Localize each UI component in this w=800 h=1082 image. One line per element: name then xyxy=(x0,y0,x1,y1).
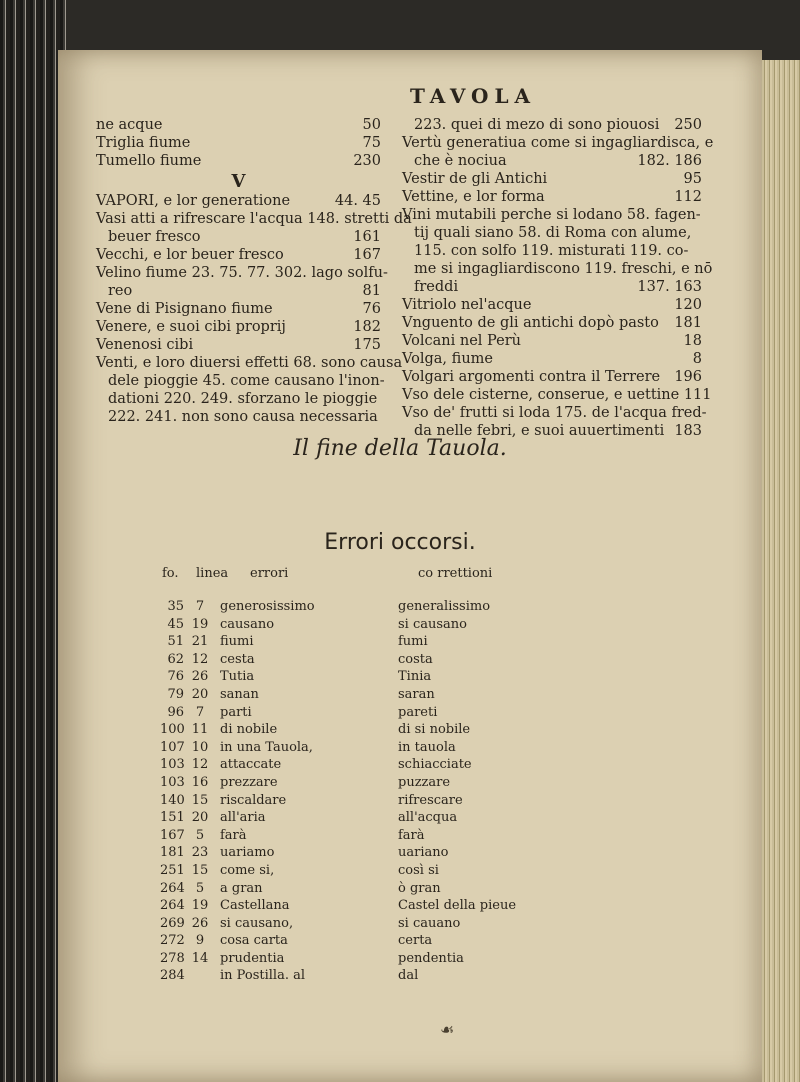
index-entry xyxy=(402,188,702,206)
index-entry-text: da nelle febri, e suoi auuertimenti xyxy=(414,423,665,439)
index-entry-pages: 112 xyxy=(674,189,702,205)
index-entry-text: dele pioggie 45. come causano l'inon- xyxy=(108,373,385,389)
errata-folio: 167 xyxy=(160,827,185,843)
errata-error: cesta xyxy=(220,651,255,667)
index-entry xyxy=(402,368,702,386)
index-entry-pages: 175 xyxy=(353,337,381,353)
errata-folio: 96 xyxy=(167,704,184,720)
errata-correction: fumi xyxy=(398,634,428,650)
section-letter: V xyxy=(231,171,246,192)
index-entry-text: Volga, fiume xyxy=(402,351,493,367)
index-entry-text: Vene di Pisignano fiume xyxy=(96,301,273,317)
errata-line: 20 xyxy=(191,686,209,702)
index-entry xyxy=(402,242,702,260)
index-entry xyxy=(96,264,388,282)
errata-correction: così si xyxy=(398,862,439,878)
index-entry xyxy=(402,386,712,404)
errata-folio: 278 xyxy=(160,950,185,966)
index-entry-text: ne acque xyxy=(96,117,163,133)
errata-line: 12 xyxy=(191,651,209,667)
errata-line: 16 xyxy=(191,774,209,790)
errata-line: 19 xyxy=(191,616,209,632)
index-entry xyxy=(96,116,381,134)
errata-error: a gran xyxy=(220,880,263,896)
errata-line: 7 xyxy=(195,599,205,614)
errata-correction: pareti xyxy=(398,704,438,720)
errata-correction: pendentia xyxy=(398,950,464,966)
errata-error: Tutia xyxy=(220,669,255,685)
errata-folio: 103 xyxy=(160,757,185,773)
index-entry-pages: 75 xyxy=(362,135,381,151)
index-entry-text: 222. 241. non sono causa necessaria xyxy=(108,409,378,425)
index-entry xyxy=(402,152,702,170)
errata-line: 5 xyxy=(195,827,205,843)
index-entry-text: 115. con solfo 119. misturati 119. co- xyxy=(414,243,689,259)
index-entry xyxy=(96,372,385,390)
index-entry xyxy=(96,228,381,246)
page-edges xyxy=(762,60,800,1082)
errata-error: attaccate xyxy=(220,757,282,773)
errata-folio: 264 xyxy=(160,880,185,896)
errata-correction: uariano xyxy=(398,845,449,861)
errata-correction: si cauano xyxy=(398,915,461,931)
index-entry-pages: 76 xyxy=(362,301,381,317)
errata-folio: 79 xyxy=(167,686,184,702)
errata-error: Castellana xyxy=(220,898,290,914)
errata-header-line: linea xyxy=(196,566,229,581)
errata-correction: puzzare xyxy=(398,774,451,790)
errata-folio: 76 xyxy=(167,669,184,685)
errata-error: fiumi xyxy=(220,634,254,650)
errata-line: 9 xyxy=(195,933,205,949)
index-column-left xyxy=(96,116,412,426)
errata-line: 12 xyxy=(191,757,209,773)
errata-error: in una Tauola, xyxy=(220,739,313,755)
errata-title: Errori occorsi. xyxy=(324,530,476,555)
errata-correction: Tinia xyxy=(398,669,432,685)
errata-error: prudentia xyxy=(220,950,285,966)
errata-folio: 45 xyxy=(167,616,184,632)
index-entry-pages: 182 xyxy=(353,319,381,335)
index-entry-text: 223. quei di mezo di sono piouosi xyxy=(414,117,660,133)
errata-header-folio: fo. xyxy=(162,566,179,581)
index-entry-text: dationi 220. 249. sforzano le pioggie xyxy=(108,391,378,407)
errata-folio: 103 xyxy=(160,774,185,790)
index-entry-pages: 182. 186 xyxy=(637,153,702,169)
index-entry-text: me si ingagliardiscono 119. freschi, e nō xyxy=(414,261,713,277)
index-entry xyxy=(96,134,381,152)
errata-correction: all'acqua xyxy=(398,810,458,826)
errata-folio: 284 xyxy=(160,968,185,984)
errata-line: 7 xyxy=(195,704,205,720)
index-entry-text: Tumello fiume xyxy=(96,153,202,169)
index-entry xyxy=(402,278,702,296)
index-entry-pages: 8 xyxy=(692,351,702,367)
index-entry xyxy=(96,318,381,336)
index-entry xyxy=(96,210,412,228)
errata-correction: in tauola xyxy=(398,739,456,755)
errata-folio: 100 xyxy=(160,722,185,738)
index-entry-text: Venti, e loro diuersi effetti 68. sono causa xyxy=(96,355,403,371)
errata-folio: 62 xyxy=(167,651,184,667)
errata-correction: rifrescare xyxy=(398,792,463,808)
index-entry-text: Volgari argomenti contra il Terrere xyxy=(402,369,661,385)
index-entry xyxy=(402,296,702,314)
errata-correction: generalissimo xyxy=(398,599,491,614)
errata-line: 26 xyxy=(191,915,209,931)
index-entry xyxy=(96,390,381,408)
index-entry xyxy=(96,408,381,426)
errata-correction: schiacciate xyxy=(398,757,472,773)
errata-error: all'aria xyxy=(220,810,266,826)
index-entry xyxy=(96,354,403,372)
errata-error: generosissimo xyxy=(220,599,315,614)
page-header: TAVOLA xyxy=(410,84,537,108)
index-entry-text: Vitriolo nel'acque xyxy=(402,297,532,313)
index-entry-text: Vnguento de gli antichi dopò pasto xyxy=(402,315,659,331)
errata-error: farà xyxy=(220,827,247,843)
index-entry-pages: 120 xyxy=(674,297,702,313)
index-entry-text: Triglia fiume xyxy=(96,135,191,151)
errata-folio: 107 xyxy=(160,739,185,755)
end-of-index-line: Il fine della Tauola. xyxy=(293,436,507,461)
index-entry xyxy=(402,134,714,152)
index-entry xyxy=(402,116,702,134)
errata-correction: costa xyxy=(398,651,433,667)
index-entry-text: Vettine, e lor forma xyxy=(402,189,545,205)
errata-error: prezzare xyxy=(220,774,278,790)
index-entry xyxy=(402,170,702,188)
index-entry-text: Venere, e suoi cibi proprij xyxy=(96,319,286,335)
errata-line: 23 xyxy=(191,845,209,861)
index-entry-text: Volcani nel Perù xyxy=(402,333,521,349)
index-entry-text: VAPORI, e lor generatione xyxy=(96,193,291,209)
index-entry-pages: 44. 45 xyxy=(334,193,381,209)
index-entry-text: Vso dele cisterne, conserue, e uettine 111 xyxy=(402,387,712,403)
index-entry xyxy=(96,282,381,300)
index-entry xyxy=(402,224,702,242)
errata-correction: si causano xyxy=(398,616,467,632)
index-entry xyxy=(402,260,713,278)
errata-error: cosa carta xyxy=(220,933,288,949)
index-entry-pages: 250 xyxy=(674,117,702,133)
index-entry xyxy=(402,206,702,224)
errata-error: come si, xyxy=(220,862,275,878)
index-entry-text: Vecchi, e lor beuer fresco xyxy=(96,247,284,263)
index-entry xyxy=(96,152,381,170)
index-entry-pages: 161 xyxy=(353,229,381,245)
errata-correction: dal xyxy=(398,968,419,984)
index-column-right xyxy=(402,116,714,440)
errata-error: parti xyxy=(220,704,252,720)
errata-folio: 251 xyxy=(160,862,185,878)
errata-error: di nobile xyxy=(220,722,278,738)
errata-line: 11 xyxy=(191,722,209,738)
errata-correction: farà xyxy=(398,827,425,843)
errata-line: 20 xyxy=(191,810,209,826)
index-entry-text: Vestir de gli Antichi xyxy=(402,171,548,187)
errata-correction: ò gran xyxy=(398,880,441,896)
errata-error: uariamo xyxy=(220,845,275,861)
errata-folio: 181 xyxy=(160,845,185,861)
errata-header-corrections: co rrettioni xyxy=(418,566,493,581)
errata-line: 5 xyxy=(195,880,205,896)
printer-ornament: ☙ xyxy=(440,1020,455,1039)
errata-error: in Postilla. al xyxy=(220,968,306,984)
index-entry-pages: 230 xyxy=(353,153,381,169)
errata-folio: 35 xyxy=(167,599,184,614)
index-entry-text: beuer fresco xyxy=(108,229,201,245)
index-entry-text: tij quali siano 58. di Roma con alume, xyxy=(414,225,692,241)
errata-correction: certa xyxy=(398,933,433,949)
errata-folio: 272 xyxy=(160,933,185,949)
errata-correction: saran xyxy=(398,686,435,702)
errata-line: 10 xyxy=(191,739,209,755)
index-entry xyxy=(402,314,702,332)
index-entry-text: Vini mutabili perche si lodano 58. fagen- xyxy=(402,207,701,223)
errata-error: causano xyxy=(220,616,275,632)
errata-line: 15 xyxy=(191,862,209,878)
index-entry-pages: 196 xyxy=(674,369,702,385)
index-entry-text: Velino fiume 23. 75. 77. 302. lago solfu- xyxy=(96,265,388,281)
index-entry xyxy=(96,246,381,264)
index-entry-pages: 181 xyxy=(674,315,702,331)
index-entry xyxy=(402,404,707,422)
index-entry-pages: 81 xyxy=(362,283,381,299)
errata-line: 19 xyxy=(191,898,209,914)
index-entry-text: Venenosi cibi xyxy=(96,337,194,353)
index-entry-pages: 50 xyxy=(362,117,381,133)
index-entry xyxy=(96,336,381,354)
errata-line: 26 xyxy=(191,669,209,685)
index-entry xyxy=(402,350,702,368)
errata-correction: Castel della pieue xyxy=(398,898,517,914)
index-entry xyxy=(96,192,381,210)
errata-folio: 269 xyxy=(160,915,185,931)
index-entry-text: reo xyxy=(108,283,133,299)
errata-line: 15 xyxy=(191,792,209,808)
errata-folio: 151 xyxy=(160,810,185,826)
index-entry-pages: 183 xyxy=(674,423,702,439)
index-entry xyxy=(402,332,702,350)
errata-folio: 264 xyxy=(160,898,185,914)
errata-line: 14 xyxy=(191,950,209,966)
index-entry-pages: 137. 163 xyxy=(637,279,702,295)
index-entry-text: freddi xyxy=(414,279,459,295)
index-entry xyxy=(96,300,381,318)
errata-error: si causano, xyxy=(220,915,294,931)
index-entry-pages: 167 xyxy=(353,247,381,263)
errata-folio: 140 xyxy=(160,792,185,808)
errata-error: sanan xyxy=(220,686,259,702)
errata-error: riscaldare xyxy=(220,792,287,808)
errata-folio: 51 xyxy=(167,634,184,650)
index-entry-text: che è nociua xyxy=(414,153,507,169)
errata-header-errors: errori xyxy=(250,566,289,581)
index-entry-text: Vasi atti a rifrescare l'acqua 148. stretti da xyxy=(96,211,412,227)
index-entry-text: Vso de' frutti si loda 175. de l'acqua fred- xyxy=(402,405,707,421)
index-entry-pages: 18 xyxy=(683,333,702,349)
index-entry-pages: 95 xyxy=(683,171,702,187)
errata-correction: di si nobile xyxy=(398,722,471,738)
errata-line: 21 xyxy=(191,634,209,650)
index-entry-text: Vertù generatiua come si ingagliardisca, e xyxy=(402,135,714,151)
